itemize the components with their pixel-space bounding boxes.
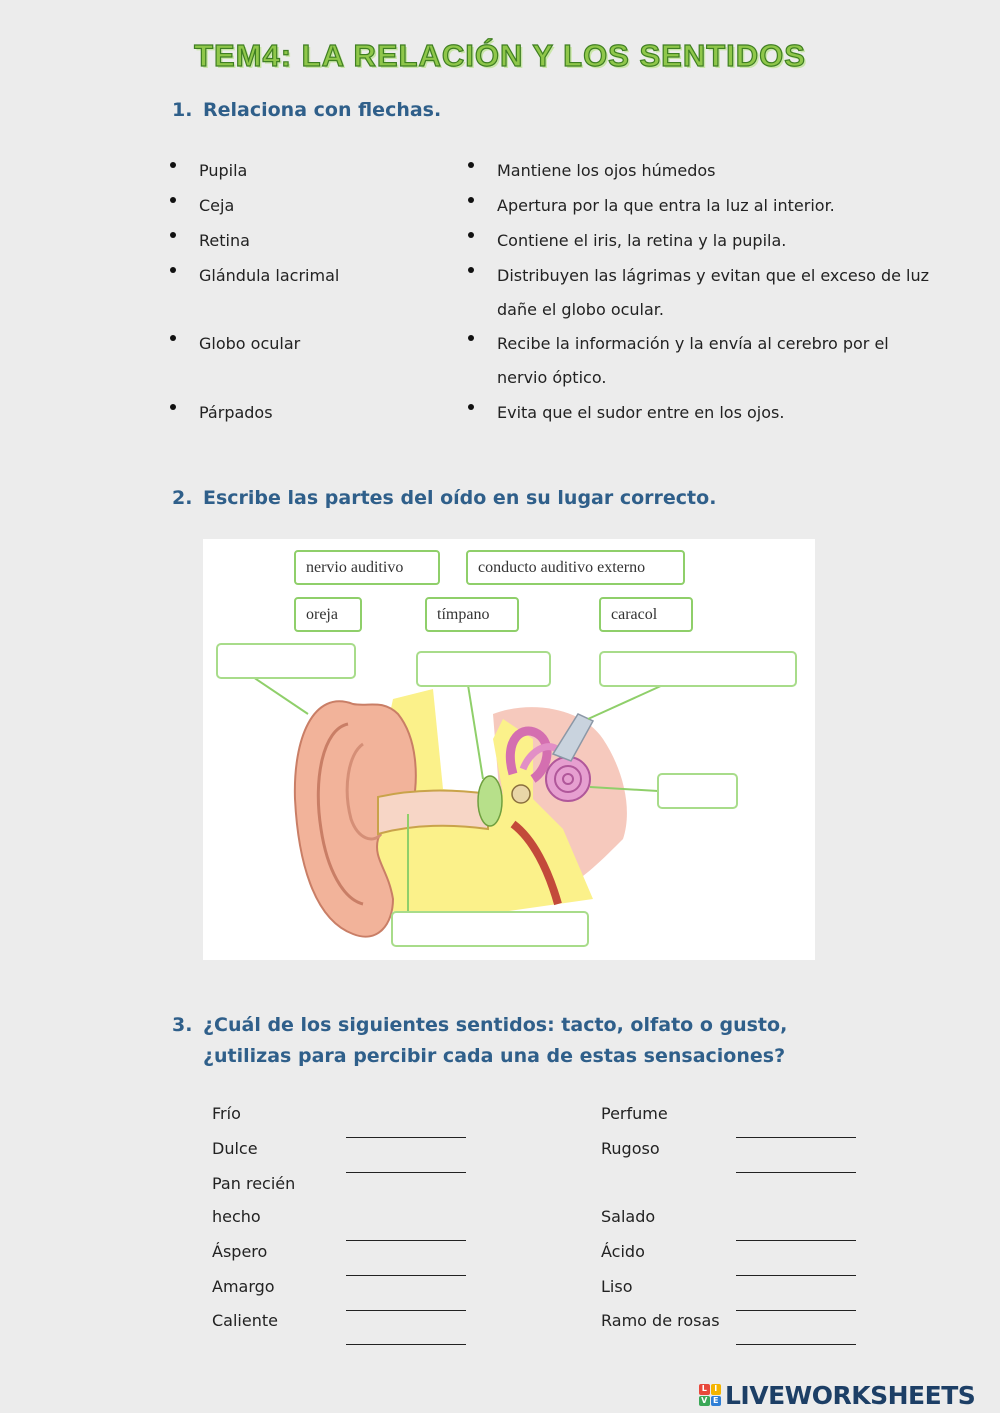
ossicle-shape	[512, 785, 530, 803]
sensation-label: Liso	[601, 1277, 633, 1296]
liveworksheets-logo-icon	[699, 1384, 721, 1406]
q1-left-label: Globo ocular	[199, 334, 301, 353]
q1-left-item[interactable]	[199, 224, 250, 258]
q1-right-label: Contiene el iris, la retina y la pupila.	[497, 231, 787, 250]
answer-line[interactable]	[346, 1240, 466, 1241]
cochlea-shape	[546, 757, 590, 801]
answer-line[interactable]	[736, 1344, 856, 1345]
sensation-label: Pan recién	[212, 1174, 296, 1193]
question-3-heading	[172, 1010, 843, 1072]
word-bank-nervio-auditivo[interactable]: nervio auditivo	[294, 550, 440, 585]
word-bank-oreja[interactable]: oreja	[294, 597, 362, 632]
logo-letter: E	[711, 1396, 722, 1407]
worksheet-title: TEM4: LA RELACIÓN Y LOS SENTIDOS	[194, 38, 806, 73]
q1-left-label: Glándula lacrimal	[199, 266, 340, 285]
sensation-label: Perfume	[601, 1104, 668, 1123]
q1-right-label: Evita que el sudor entre en los ojos.	[497, 403, 785, 422]
q1-left-item[interactable]	[199, 396, 273, 430]
connector-nervio	[588, 685, 663, 719]
q1-left-label: Ceja	[199, 196, 235, 215]
question-2-text: Escribe las partes del oído en su lugar correcto.	[203, 487, 717, 509]
q1-left-label: Retina	[199, 231, 250, 250]
answer-box-oreja[interactable]	[216, 643, 356, 679]
q1-left-item[interactable]	[199, 259, 339, 293]
sensation-label: Caliente	[212, 1311, 278, 1330]
q1-right-item[interactable]	[497, 259, 929, 327]
eardrum-shape	[478, 776, 502, 826]
sensation-label: hecho	[212, 1207, 261, 1226]
word-bank-caracol[interactable]: caracol	[599, 597, 693, 632]
sensation-label: Rugoso	[601, 1139, 660, 1158]
connector-oreja	[253, 677, 308, 714]
ear-figure	[203, 539, 815, 960]
q1-right-label: Mantiene los ojos húmedos	[497, 161, 716, 180]
q1-left-item[interactable]	[199, 154, 247, 188]
answer-line[interactable]	[346, 1172, 466, 1173]
answer-line[interactable]	[346, 1344, 466, 1345]
q1-right-item[interactable]	[497, 224, 786, 258]
question-1-text: Relaciona con flechas.	[203, 99, 442, 121]
logo-letter: V	[699, 1396, 710, 1407]
sensation-label: Salado	[601, 1207, 656, 1226]
q1-left-label: Pupila	[199, 161, 248, 180]
answer-box-nervio[interactable]	[599, 651, 797, 687]
logo-letter: I	[711, 1384, 722, 1395]
answer-line[interactable]	[736, 1275, 856, 1276]
q1-left-item[interactable]	[199, 327, 300, 361]
answer-line[interactable]	[736, 1172, 856, 1173]
sensation-label: Ácido	[601, 1242, 645, 1261]
answer-line[interactable]	[736, 1310, 856, 1311]
answer-box-conducto[interactable]	[391, 911, 589, 947]
answer-line[interactable]	[736, 1137, 856, 1138]
answer-line[interactable]	[346, 1275, 466, 1276]
liveworksheets-logo[interactable]	[699, 1380, 975, 1410]
question-1-number: 1.	[172, 99, 193, 121]
sensation-label: Ramo de rosas	[601, 1311, 720, 1330]
q1-right-item[interactable]	[497, 327, 889, 395]
connector-timpano	[468, 685, 483, 779]
sensation-label: Amargo	[212, 1277, 275, 1296]
sensation-label: Áspero	[212, 1242, 268, 1261]
q1-right-label: Apertura por la que entra la luz al interior.	[497, 196, 835, 215]
q1-right-label: Recibe la información y la envía al cerebro por el	[497, 334, 889, 353]
question-2-number: 2.	[172, 487, 193, 509]
q1-right-label: Distribuyen las lágrimas y evitan que el exceso de luz	[497, 266, 930, 285]
question-1-heading	[172, 99, 441, 121]
answer-box-caracol[interactable]	[657, 773, 738, 809]
sensation-label: Frío	[212, 1104, 241, 1123]
answer-box-timpano[interactable]	[416, 651, 551, 687]
q1-right-item[interactable]	[497, 189, 835, 223]
q1-left-item[interactable]	[199, 189, 234, 223]
sensation-label: Dulce	[212, 1139, 258, 1158]
q1-left-label: Párpados	[199, 403, 273, 422]
word-bank-conducto-auditivo[interactable]: conducto auditivo externo	[466, 550, 685, 585]
q1-right-label-cont: dañe el globo ocular.	[497, 300, 664, 319]
answer-line[interactable]	[346, 1310, 466, 1311]
question-3-text: ¿Cuál de los siguientes sentidos: tacto, olfato o gusto, ¿utilizas para percibir cada una de estas sensaciones?	[203, 1014, 788, 1067]
q1-right-label-cont: nervio óptico.	[497, 368, 607, 387]
liveworksheets-logo-text: LIVEWORKSHEETS	[725, 1380, 976, 1410]
answer-line[interactable]	[346, 1137, 466, 1138]
question-2-heading	[172, 487, 716, 509]
word-bank-timpano[interactable]: tímpano	[425, 597, 519, 632]
question-3-number: 3.	[172, 1014, 193, 1036]
logo-letter: L	[699, 1384, 710, 1395]
q1-right-item[interactable]	[497, 396, 784, 430]
answer-line[interactable]	[736, 1240, 856, 1241]
q1-right-item[interactable]	[497, 154, 715, 188]
